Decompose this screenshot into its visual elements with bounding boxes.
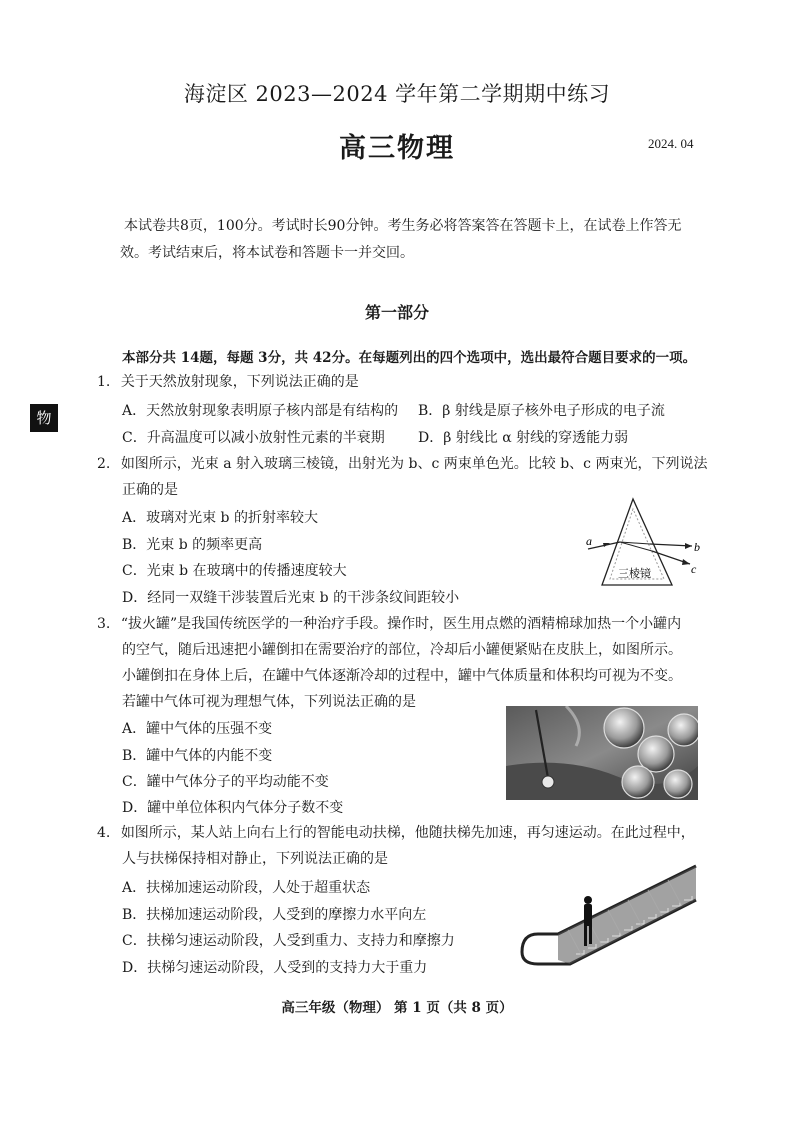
question-stem-cont: 若罐中气体可视为理想气体，下列说法正确的是 bbox=[122, 694, 416, 710]
subject-title: 高三物理 bbox=[339, 133, 455, 164]
question-stem-cont: 的空气，随后迅速把小罐倒扣在需要治疗的部位，冷却后小罐便紧贴在皮肤上，如图所示。 bbox=[122, 642, 682, 658]
question-stem: 关于天然放射现象，下列说法正确的是 bbox=[120, 374, 359, 390]
option-d: D．罐中单位体积内气体分子数不变 bbox=[122, 800, 344, 816]
instructions-line-2: 效。考试结束后，将本试卷和答题卡一并交回。 bbox=[120, 245, 414, 261]
exam-title: 海淀区 2023—2024 学年第二学期期中练习 bbox=[183, 82, 611, 106]
option-a: A．玻璃对光束 b 的折射率较大 bbox=[122, 510, 318, 526]
option-c: C．光束 b 在玻璃中的传播速度较大 bbox=[122, 563, 347, 579]
option-b: B．光束 b 的频率更高 bbox=[122, 537, 263, 553]
option-b: B．罐中气体的内能不变 bbox=[122, 748, 273, 764]
part-title: 第一部分 bbox=[364, 303, 429, 322]
question-stem: “拔火罐”是我国传统医学的一种治疗手段。操作时，医生用点燃的酒精棉球加热一个小罐内 bbox=[120, 616, 682, 632]
option-b: B．扶梯加速运动阶段，人受到的摩擦力水平向左 bbox=[122, 907, 427, 923]
cupping-photo bbox=[506, 706, 698, 800]
option-c: C．罐中气体分子的平均动能不变 bbox=[122, 774, 329, 790]
ray-label-a: a bbox=[586, 534, 592, 548]
escalator-figure bbox=[518, 860, 700, 975]
option-d: D．β 射线比 α 射线的穿透能力弱 bbox=[418, 430, 629, 446]
option-c: C．扶梯匀速运动阶段，人受到重力、支持力和摩擦力 bbox=[122, 933, 455, 949]
option-a: A．扶梯加速运动阶段，人处于超重状态 bbox=[122, 880, 371, 896]
exam-date: 2024. 04 bbox=[648, 136, 694, 151]
option-c: C．升高温度可以减小放射性元素的半衰期 bbox=[122, 430, 385, 446]
question-2 bbox=[97, 454, 707, 474]
ray-b-arrow bbox=[685, 543, 692, 549]
ray-c-arrow bbox=[682, 559, 690, 565]
question-number: 3. bbox=[97, 616, 111, 632]
option-a: A．天然放射现象表明原子核内部是有结构的 bbox=[122, 403, 399, 419]
question-4 bbox=[97, 823, 695, 843]
ray-label-c: c bbox=[691, 562, 697, 576]
option-a: A．罐中气体的压强不变 bbox=[122, 721, 273, 737]
option-b: B．β 射线是原子核外电子形成的电子流 bbox=[418, 403, 665, 419]
page-footer: 高三年级（物理） 第 1 页（共 8 页） bbox=[281, 1000, 513, 1016]
question-number: 4. bbox=[97, 825, 111, 841]
prism-label: 三棱镜 bbox=[618, 567, 651, 580]
prism-figure bbox=[580, 495, 710, 595]
question-stem-cont: 人与扶梯保持相对静止，下列说法正确的是 bbox=[122, 851, 388, 867]
question-stem: 如图所示，某人站上向右上行的智能电动扶梯，他随扶梯先加速，再匀速运动。在此过程中， bbox=[120, 825, 695, 841]
part-note: 本部分共 14题，每题 3分，共 42分。在每题列出的四个选项中，选出最符合题目要求的一项。 bbox=[122, 350, 697, 366]
question-3 bbox=[97, 614, 681, 634]
instructions bbox=[122, 213, 702, 267]
question-stem: 如图所示，光束 a 射入玻璃三棱镜，出射光为 b、c 两束单色光。比较 b、c 两束光，下列说法 bbox=[120, 456, 708, 472]
question-1 bbox=[97, 372, 359, 392]
question-number: 2. bbox=[97, 456, 111, 472]
instructions-line-1: 本试卷共8页，100分。考试时长90分钟。考生务必将答案答在答题卡上，在试卷上作答无 bbox=[124, 218, 682, 234]
question-number: 1. bbox=[97, 374, 111, 390]
option-d: D．经同一双缝干涉装置后光束 b 的干涉条纹间距较小 bbox=[122, 590, 460, 606]
ray-label-b: b bbox=[694, 540, 700, 554]
subject-side-tab: 物 bbox=[30, 404, 58, 432]
question-stem-cont: 正确的是 bbox=[122, 482, 178, 498]
option-d: D．扶梯匀速运动阶段，人受到的支持力大于重力 bbox=[122, 960, 428, 976]
question-stem-cont: 小罐倒扣在身体上后，在罐中气体逐渐冷却的过程中，罐中气体质量和体积均可视为不变。 bbox=[122, 668, 682, 684]
